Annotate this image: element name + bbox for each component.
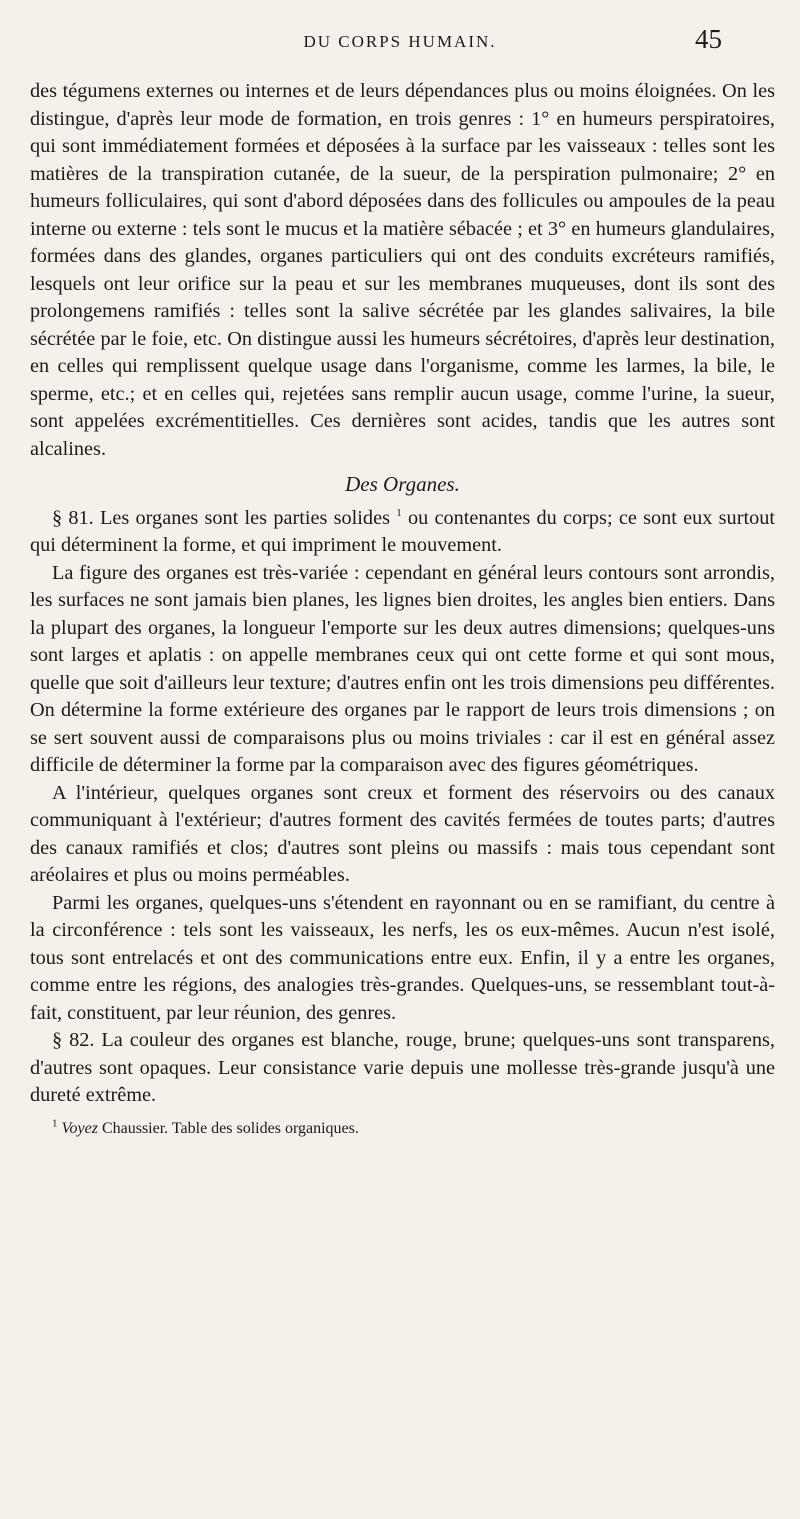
paragraph-ramification: Parmi les organes, quelques-uns s'étendent en rayonnant ou en se ramifiant, du centre à la circonférence : tels sont les vaisseaux, les nerfs, les os eux-mêmes. Aucun n'est isolé, tous sont entrelacés et ont des communications entre eux. Enfin, il y a entre les organes, comme entre les régions, des analogies très-grandes. Quelques-uns, se ressemblant tout-à-fait, constituent, par leur réunion, des genres. bbox=[30, 891, 775, 1024]
paragraph-humeurs: des tégumens externes ou internes et de leurs dépendances plus ou moins éloignées. On les distingue, d'après leur mode de formation, en trois genres : 1° en humeurs perspiratoires, qui sont immédiatement formées et déposées à la surface par les vaisseaux : telles sont les matières de la transpiration cutanée, de la sueur, de la perspiration pulmonaire; 2° en humeurs folliculaires, qui sont d'abord déposées dans des follicules ou ampoules de la peau interne ou externe : tels sont le mucus et la matière sébacée ; et 3° en humeurs glandulaires, formées dans des glandes, organes particuliers qui ont des conduits excréteurs ramifiés, lesquels ont leur orifice sur la peau et sur les membranes muqueuses, dont ils sont des prolongemens ramifiés : telles sont la salive sécrétée par les glandes salivaires, la bile sécrétée par le foie, etc. On distingue aussi les humeurs sécrétoires, d'après leur destination, en celles qui remplissent quelque usage dans l'organisme, comme les larmes, la bile, le sperme, etc.; et en celles qui, rejetées sans remplir aucun usage, comme l'urine, la sueur, sont appelées excrémentitielles. Ces dernières sont acides, tandis que les autres sont alcalines. bbox=[30, 80, 775, 460]
footnote bbox=[30, 1118, 775, 1140]
footnote-reference: 1 bbox=[396, 506, 402, 519]
paragraph-figure: La figure des organes est très-variée : cependant en général leurs contours sont arrondis, les surfaces ne sont jamais bien planes, les lignes bien droites, les angles bien entiers. Dans la plupart des organes, la longueur l'emporte sur les deux autres dimensions; quelques-uns sont larges et aplatis : on appelle membranes ceux qui ont cette forme et qui sont mous, quelle que soit d'ailleurs leur texture; d'autres enfin ont les trois dimensions peu différentes. On détermine la forme extérieure des organes par le rapport de leurs trois dimensions ; on se sert souvent aussi de comparaisons plus ou moins triviales : car il est en général assez difficile de déterminer la forme par la comparaison avec des figures géométriques. bbox=[30, 561, 775, 776]
footnote-text: Chaussier. Table des solides organiques. bbox=[97, 1119, 359, 1137]
body-text bbox=[30, 78, 775, 1140]
paragraph-81-text-a: § 81. Les organes sont les parties solides bbox=[52, 506, 397, 529]
footnote-italic: Voyez bbox=[61, 1119, 98, 1137]
paragraph-81 bbox=[30, 505, 775, 560]
paragraph-82: § 82. La couleur des organes est blanche, rouge, brune; quelques-uns sont transparens, d'autres sont opaques. Leur consistance varie depuis une mollesse très-grande jusqu'à une dureté extrême. bbox=[30, 1029, 775, 1106]
page-number: 45 bbox=[695, 24, 722, 54]
footnote-mark: 1 bbox=[52, 1117, 58, 1130]
paragraph-81-text-b: ou contenantes du corps; ce sont eux surtout qui déterminent la forme, et qui impriment le mouvement. bbox=[30, 506, 776, 556]
running-head bbox=[0, 24, 800, 64]
running-title: DU CORPS HUMAIN. bbox=[303, 32, 497, 51]
paragraph-interieur: A l'intérieur, quelques organes sont creux et forment des réservoirs ou des canaux communiquant à l'extérieur; d'autres forment des cavités fermées de toutes parts; d'autres des canaux ramifiés et clos; d'autres sont pleins ou massifs : mais tous cependant sont aréolaires et plus ou moins perméables. bbox=[30, 781, 775, 886]
section-heading: Des Organes. bbox=[345, 472, 460, 496]
